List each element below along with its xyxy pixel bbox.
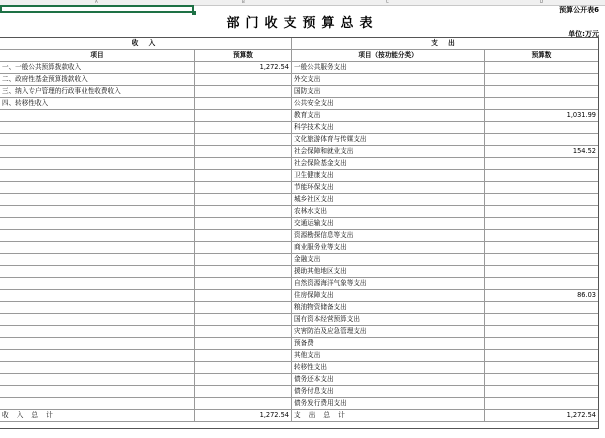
income-amount-cell[interactable] [195,397,292,409]
income-amount-cell[interactable] [195,169,292,181]
income-item-cell[interactable] [0,373,195,385]
income-amount-cell[interactable] [195,289,292,301]
income-item-cell[interactable] [0,349,195,361]
income-item-cell[interactable] [0,133,195,145]
income-item-cell[interactable] [0,121,195,133]
income-item-cell[interactable] [0,205,195,217]
exp-amount-cell[interactable] [485,205,599,217]
income-item-cell[interactable] [0,229,195,241]
exp-item-cell[interactable]: 文化旅游体育与传媒支出 [292,133,485,145]
exp-total-amount[interactable]: 1,272.54 [485,409,599,421]
exp-amount-cell[interactable] [485,73,599,85]
income-amount-cell[interactable] [195,337,292,349]
exp-amount-cell[interactable] [485,397,599,409]
income-item-cell[interactable] [0,181,195,193]
income-amount-cell[interactable] [195,277,292,289]
exp-item-cell[interactable]: 国防支出 [292,85,485,97]
income-item-cell[interactable] [0,157,195,169]
income-item-header[interactable]: 项目 [0,49,195,61]
income-item-cell[interactable] [0,241,195,253]
total-row [0,409,599,422]
income-amount-cell[interactable]: 1,272.54 [195,61,292,73]
exp-item-cell[interactable]: 住房保障支出 [292,289,485,301]
exp-item-cell[interactable]: 援助其他地区支出 [292,265,485,277]
income-item-cell[interactable] [0,217,195,229]
exp-amount-cell[interactable] [485,217,599,229]
income-item-cell[interactable] [0,277,195,289]
income-item-cell[interactable] [0,397,195,409]
page-title: 部门收支预算总表 [226,16,379,31]
income-amount-cell[interactable] [195,121,292,133]
exp-amount-cell[interactable] [485,385,599,397]
income-amount-cell[interactable] [195,229,292,241]
income-amount-cell[interactable] [195,133,292,145]
exp-amount-cell[interactable] [485,241,599,253]
exp-item-cell[interactable]: 城乡社区支出 [292,193,485,205]
income-item-cell[interactable]: 二、政府性基金预算拨款收入 [0,73,195,85]
exp-item-cell[interactable]: 粮油物资储备支出 [292,301,485,313]
exp-amount-cell[interactable]: 86.03 [485,289,599,301]
exp-item-cell[interactable]: 外交支出 [292,73,485,85]
income-item-cell[interactable] [0,145,195,157]
exp-item-cell[interactable]: 商业服务业等支出 [292,241,485,253]
exp-item-cell[interactable]: 自然资源海洋气象等支出 [292,277,485,289]
table-id-label: 预算公开表6 [559,6,599,14]
exp-item-cell[interactable]: 一般公共服务支出 [292,61,485,73]
income-item-cell[interactable] [0,301,195,313]
income-item-cell[interactable] [0,325,195,337]
income-amount-cell[interactable] [195,325,292,337]
income-amount-cell[interactable] [195,373,292,385]
income-amount-cell[interactable] [195,73,292,85]
income-amount-cell[interactable] [195,217,292,229]
unit-label: 单位:万元 [568,30,599,38]
exp-amount-cell[interactable] [485,265,599,277]
exp-amount-cell[interactable]: 1,031.99 [485,109,599,121]
income-amount-cell[interactable] [195,265,292,277]
expenditure-section-header[interactable]: 支 出 [292,37,599,49]
income-item-cell[interactable] [0,253,195,265]
exp-item-cell[interactable]: 灾害防治及应急管理支出 [292,325,485,337]
income-item-cell[interactable] [0,265,195,277]
exp-amount-cell[interactable] [485,97,599,109]
column-letter-d[interactable]: D [540,0,544,4]
income-total-amount[interactable]: 1,272.54 [195,409,292,421]
exp-amount-cell[interactable] [485,229,599,241]
income-budget-header[interactable]: 预算数 [195,49,292,61]
income-item-cell[interactable]: 四、转移性收入 [0,97,195,109]
exp-amount-cell[interactable] [485,157,599,169]
income-item-cell[interactable] [0,361,195,373]
income-amount-cell[interactable] [195,301,292,313]
income-amount-cell[interactable] [195,205,292,217]
exp-item-cell[interactable]: 公共安全支出 [292,97,485,109]
exp-amount-cell[interactable] [485,361,599,373]
income-amount-cell[interactable] [195,241,292,253]
exp-item-cell[interactable]: 卫生健康支出 [292,169,485,181]
income-amount-cell[interactable] [195,181,292,193]
income-total-label[interactable]: 收 入 总 计 [0,409,195,421]
column-letter-c[interactable]: C [386,0,389,4]
income-item-cell[interactable]: 三、纳入专户管理的行政事业性收费收入 [0,85,195,97]
income-amount-cell[interactable] [195,313,292,325]
exp-item-cell[interactable]: 国有资本经营预算支出 [292,313,485,325]
income-amount-cell[interactable] [195,253,292,265]
income-section-header[interactable]: 收 入 [0,37,292,49]
exp-item-cell[interactable]: 金融支出 [292,253,485,265]
income-item-cell[interactable] [0,313,195,325]
income-amount-cell[interactable] [195,97,292,109]
exp-amount-cell[interactable] [485,169,599,181]
exp-amount-cell[interactable] [485,193,599,205]
exp-amount-cell[interactable] [485,313,599,325]
income-amount-cell[interactable] [195,349,292,361]
income-item-cell[interactable] [0,385,195,397]
column-letter-a[interactable]: A [95,0,98,4]
exp-amount-cell[interactable]: 154.52 [485,145,599,157]
exp-budget-header[interactable]: 预算数 [485,49,599,61]
exp-amount-cell[interactable] [485,325,599,337]
exp-item-cell[interactable]: 社会保障和就业支出 [292,145,485,157]
income-amount-cell[interactable] [195,109,292,121]
exp-amount-cell[interactable] [485,133,599,145]
exp-amount-cell[interactable] [485,181,599,193]
exp-item-cell[interactable]: 债务付息支出 [292,385,485,397]
column-letter-b[interactable]: B [242,0,245,4]
exp-amount-cell[interactable] [485,253,599,265]
budget-table [0,37,599,430]
income-amount-cell[interactable] [195,385,292,397]
exp-item-header[interactable]: 项目（按功能分类） [292,49,485,61]
exp-item-cell[interactable]: 教育支出 [292,109,485,121]
exp-item-cell[interactable]: 债务发行费用支出 [292,397,485,409]
exp-amount-cell[interactable] [485,349,599,361]
exp-item-cell[interactable]: 交通运输支出 [292,217,485,229]
income-amount-cell[interactable] [195,145,292,157]
exp-item-cell[interactable]: 农林水支出 [292,205,485,217]
exp-total-label[interactable]: 支 出 总 计 [292,409,485,421]
exp-amount-cell[interactable] [485,337,599,349]
income-item-cell[interactable]: 一、一般公共预算拨款收入 [0,61,195,73]
exp-item-cell[interactable]: 资源勘探信息等支出 [292,229,485,241]
income-item-cell[interactable] [0,337,195,349]
exp-item-cell[interactable]: 科学技术支出 [292,121,485,133]
income-amount-cell[interactable] [195,361,292,373]
exp-amount-cell[interactable] [485,373,599,385]
exp-item-cell[interactable]: 其他支出 [292,349,485,361]
income-amount-cell[interactable] [195,85,292,97]
exp-item-cell[interactable]: 社会保险基金支出 [292,157,485,169]
exp-amount-cell[interactable] [485,277,599,289]
exp-item-cell[interactable]: 债务还本支出 [292,373,485,385]
exp-item-cell[interactable]: 节能环保支出 [292,181,485,193]
exp-amount-cell[interactable] [485,301,599,313]
income-item-cell[interactable] [0,289,195,301]
exp-item-cell[interactable]: 转移性支出 [292,361,485,373]
exp-amount-cell[interactable] [485,85,599,97]
income-item-cell[interactable] [0,169,195,181]
income-item-cell[interactable] [0,109,195,121]
exp-amount-cell[interactable] [485,61,599,73]
exp-item-cell[interactable]: 预备费 [292,337,485,349]
income-item-cell[interactable] [0,193,195,205]
exp-amount-cell[interactable] [485,121,599,133]
income-amount-cell[interactable] [195,193,292,205]
income-amount-cell[interactable] [195,157,292,169]
